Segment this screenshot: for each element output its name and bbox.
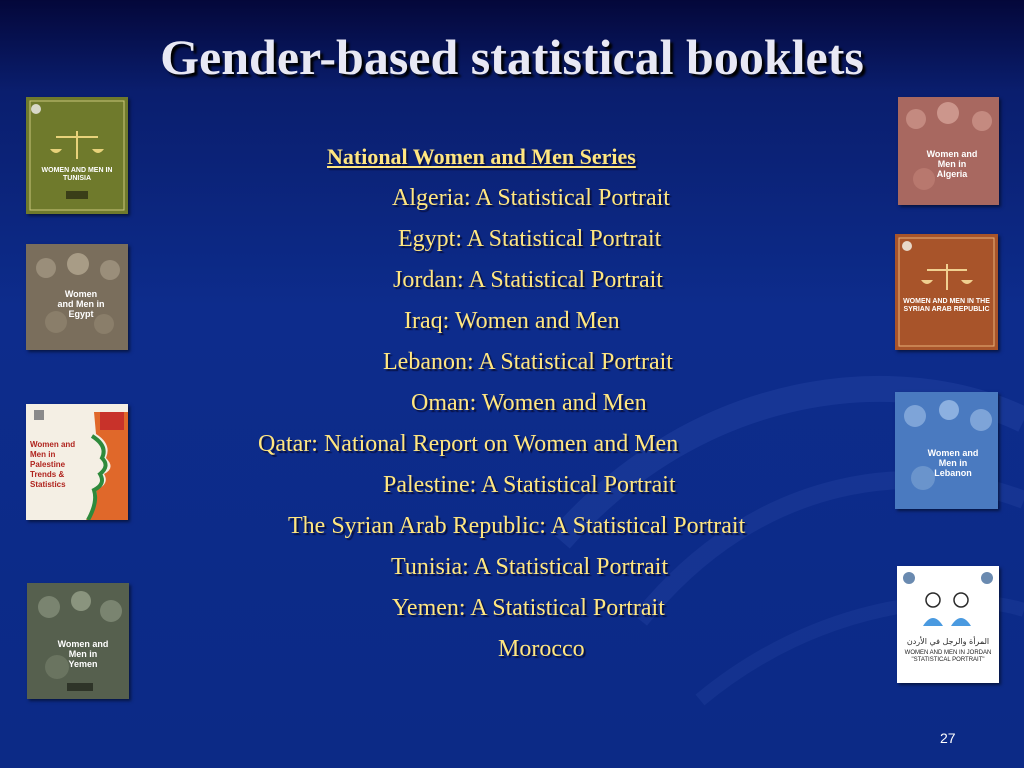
cover-yemen — [27, 583, 129, 699]
list-item: Iraq: Women and Men — [404, 308, 620, 334]
list-item: Jordan: A Statistical Portrait — [393, 267, 663, 293]
cover-title: Women and Men in Egypt — [57, 289, 105, 319]
cover-egypt — [26, 244, 128, 350]
slide-title: Gender-based statistical booklets — [160, 29, 864, 85]
cover-syria — [895, 234, 998, 350]
svg-text:المرأة والرجل في الأردن: المرأة والرجل في الأردن — [906, 637, 990, 646]
list-item: Lebanon: A Statistical Portrait — [383, 349, 673, 375]
cover-palestine — [26, 404, 128, 520]
scales-icon — [26, 97, 128, 214]
cover-algeria — [898, 97, 999, 205]
list-item: Morocco — [498, 636, 585, 662]
page-number: 27 — [940, 730, 956, 746]
cover-title: Women and Men in Palestine Trends & Statistics — [30, 440, 76, 489]
cover-lebanon — [895, 392, 998, 509]
cover-title: Women and Men in Lebanon — [927, 448, 979, 478]
cover-jordan — [897, 566, 999, 683]
cover-title: WOMEN AND MEN IN TUNISIA — [41, 167, 113, 182]
list-item: Palestine: A Statistical Portrait — [383, 472, 676, 498]
series-heading: National Women and Men Series — [327, 144, 636, 169]
cover-title: WOMEN AND MEN IN THE SYRIAN ARAB REPUBLIC — [903, 298, 990, 313]
scales-icon — [895, 234, 998, 350]
cover-title: WOMEN AND MEN IN JORDAN "STATISTICAL PORTRAIT" — [904, 650, 992, 663]
list-item: Qatar: National Report on Women and Men — [258, 431, 679, 457]
cover-tunisia — [26, 97, 128, 214]
list-item: Yemen: A Statistical Portrait — [392, 595, 665, 621]
list-item: Egypt: A Statistical Portrait — [398, 226, 662, 252]
list-item: Oman: Women and Men — [411, 390, 647, 416]
list-item: Tunisia: A Statistical Portrait — [391, 554, 669, 580]
people-illustration — [897, 566, 999, 683]
cover-title: Women and Men in Algeria — [926, 149, 978, 179]
list-item: Algeria: A Statistical Portrait — [392, 185, 670, 211]
list-item: The Syrian Arab Republic: A Statistical Portrait — [288, 513, 746, 539]
cover-title: Women and Men in Yemen — [57, 639, 109, 669]
